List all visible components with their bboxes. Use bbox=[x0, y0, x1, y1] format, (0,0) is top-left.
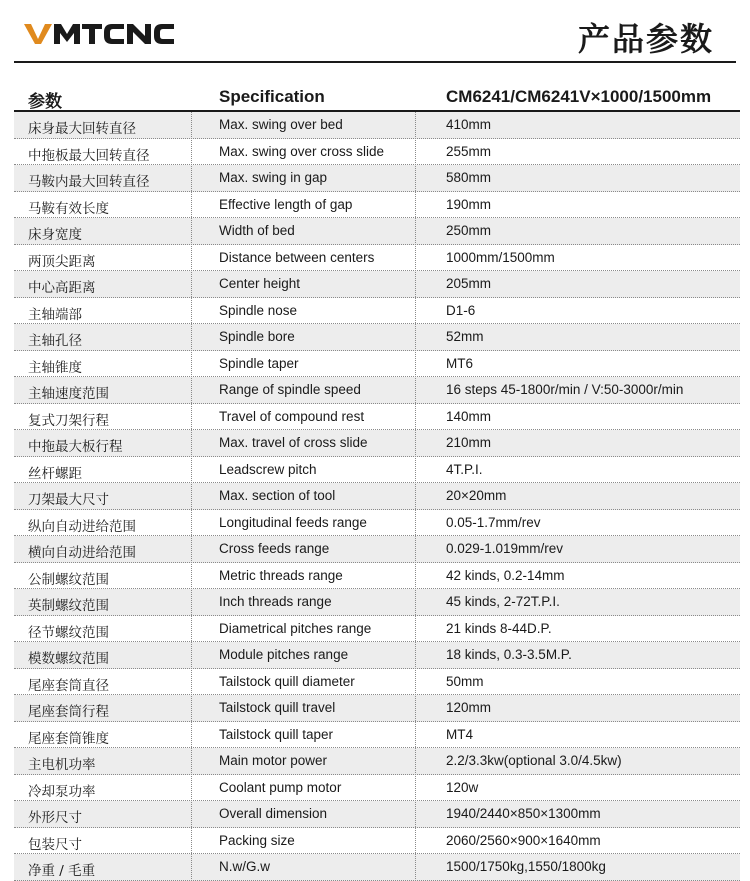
param-en: Width of bed bbox=[219, 223, 295, 238]
table-row bbox=[14, 139, 740, 166]
page-header bbox=[0, 0, 750, 64]
param-cn: 模数螺纹范围 bbox=[28, 651, 109, 667]
param-value: 120w bbox=[446, 779, 479, 795]
param-en: Module pitches range bbox=[219, 647, 349, 662]
param-en: Travel of compound rest bbox=[219, 408, 365, 424]
table-body bbox=[14, 112, 740, 881]
param-cn: 尾座套筒直径 bbox=[28, 677, 109, 694]
column-divider bbox=[415, 112, 416, 881]
param-cn: 尾座套筒锥度 bbox=[28, 730, 109, 747]
spec-table bbox=[14, 85, 740, 881]
param-value: 190mm bbox=[446, 196, 492, 212]
param-value: MT4 bbox=[446, 726, 473, 742]
table-row bbox=[14, 165, 740, 192]
param-value: 210mm bbox=[446, 435, 492, 450]
header-divider bbox=[14, 61, 736, 63]
table-row bbox=[14, 377, 740, 404]
param-en: Longitudinal feeds range bbox=[219, 514, 367, 530]
table-row bbox=[14, 775, 740, 802]
param-en: Max. swing over cross slide bbox=[219, 143, 385, 159]
param-cn: 马鞍有效长度 bbox=[28, 200, 109, 217]
param-en: Max. swing over bed bbox=[219, 117, 343, 132]
table-row bbox=[14, 854, 740, 881]
param-value: 18 kinds, 0.3-3.5M.P. bbox=[446, 647, 572, 662]
param-en: Spindle nose bbox=[219, 302, 298, 318]
param-en: Max. travel of cross slide bbox=[219, 435, 368, 450]
param-en: Metric threads range bbox=[219, 567, 343, 583]
param-cn: 主轴孔径 bbox=[28, 333, 82, 349]
table-row bbox=[14, 801, 740, 828]
param-en: Spindle bore bbox=[219, 329, 295, 344]
param-value: 580mm bbox=[446, 170, 492, 185]
param-value: 21 kinds 8-44D.P. bbox=[446, 620, 552, 636]
param-en: Tailstock quill diameter bbox=[219, 673, 355, 689]
table-row bbox=[14, 245, 740, 272]
table-row bbox=[14, 218, 740, 245]
param-cn: 英制螺纹范围 bbox=[28, 598, 109, 614]
param-value: 0.029-1.019mm/rev bbox=[446, 541, 564, 556]
param-en: Max. swing in gap bbox=[219, 170, 328, 185]
param-cn: 两顶尖距离 bbox=[28, 253, 96, 270]
param-value: 120mm bbox=[446, 700, 492, 715]
param-cn: 纵向自动进给范围 bbox=[28, 518, 136, 535]
table-row bbox=[14, 430, 740, 457]
table-row bbox=[14, 536, 740, 563]
param-cn: 马鞍内最大回转直径 bbox=[28, 174, 150, 190]
param-cn: 主电机功率 bbox=[28, 757, 96, 773]
table-row bbox=[14, 669, 740, 696]
param-en: Coolant pump motor bbox=[219, 779, 342, 795]
table-row bbox=[14, 722, 740, 749]
table-row bbox=[14, 298, 740, 325]
param-cn: 刀架最大尺寸 bbox=[28, 492, 109, 508]
param-value: 1500/1750kg,1550/1800kg bbox=[446, 859, 606, 874]
column-divider bbox=[191, 112, 192, 881]
param-cn: 净重 / 毛重 bbox=[28, 863, 96, 879]
table-row bbox=[14, 589, 740, 616]
param-en: Effective length of gap bbox=[219, 196, 353, 212]
param-cn: 中心高距离 bbox=[28, 280, 96, 296]
table-row bbox=[14, 828, 740, 855]
param-en: N.w/G.w bbox=[219, 859, 271, 874]
param-value: 52mm bbox=[446, 329, 484, 344]
param-cn: 冷却泵功率 bbox=[28, 783, 96, 800]
header-spec: Specification bbox=[219, 87, 325, 106]
param-value: 255mm bbox=[446, 143, 492, 159]
param-cn: 尾座套筒行程 bbox=[28, 704, 109, 720]
table-row bbox=[14, 457, 740, 484]
table-row bbox=[14, 271, 740, 298]
param-cn: 主轴速度范围 bbox=[28, 386, 109, 402]
param-value: 16 steps 45-1800r/min / V:50-3000r/min bbox=[446, 382, 684, 397]
param-value: 45 kinds, 2-72T.P.I. bbox=[446, 594, 560, 609]
param-value: 250mm bbox=[446, 223, 492, 238]
param-value: D1-6 bbox=[446, 302, 476, 318]
param-cn: 床身宽度 bbox=[28, 227, 82, 243]
param-value: 2.2/3.3kw(optional 3.0/4.5kw) bbox=[446, 753, 622, 768]
param-value: 1000mm/1500mm bbox=[446, 249, 555, 265]
table-row bbox=[14, 695, 740, 722]
table-row bbox=[14, 112, 740, 139]
param-en: Overall dimension bbox=[219, 806, 328, 821]
param-en: Inch threads range bbox=[219, 594, 332, 609]
param-cn: 复式刀架行程 bbox=[28, 412, 109, 429]
header-model: CM6241/CM6241V×1000/1500mm bbox=[446, 87, 712, 106]
param-value: 4T.P.I. bbox=[446, 461, 483, 477]
param-value: 42 kinds, 0.2-14mm bbox=[446, 567, 565, 583]
table-row bbox=[14, 404, 740, 431]
table-row bbox=[14, 748, 740, 775]
param-value: 140mm bbox=[446, 408, 492, 424]
param-value: MT6 bbox=[446, 355, 473, 371]
param-en: Tailstock quill taper bbox=[219, 726, 334, 742]
param-value: 410mm bbox=[446, 117, 492, 132]
param-en: Main motor power bbox=[219, 753, 328, 768]
param-en: Distance between centers bbox=[219, 249, 375, 265]
param-en: Leadscrew pitch bbox=[219, 461, 317, 477]
param-en: Center height bbox=[219, 276, 301, 291]
param-cn: 主轴锥度 bbox=[28, 359, 82, 376]
param-cn: 外形尺寸 bbox=[28, 810, 82, 826]
param-value: 50mm bbox=[446, 673, 484, 689]
param-value: 20×20mm bbox=[446, 488, 507, 503]
param-en: Tailstock quill travel bbox=[219, 700, 336, 715]
param-cn: 径节螺纹范围 bbox=[28, 624, 109, 641]
param-value: 1940/2440×850×1300mm bbox=[446, 806, 601, 821]
param-en: Diametrical pitches range bbox=[219, 620, 372, 636]
param-cn: 床身最大回转直径 bbox=[28, 121, 136, 137]
table-row bbox=[14, 192, 740, 219]
table-row bbox=[14, 324, 740, 351]
brand-logo-mark bbox=[24, 22, 186, 46]
param-en: Range of spindle speed bbox=[219, 382, 361, 397]
param-cn: 包装尺寸 bbox=[28, 836, 82, 853]
page-title: 产品参数 bbox=[577, 20, 714, 58]
param-en: Max. section of tool bbox=[219, 488, 336, 503]
param-cn: 横向自动进给范围 bbox=[28, 545, 136, 561]
table-row bbox=[14, 642, 740, 669]
table-row bbox=[14, 563, 740, 590]
param-value: 0.05-1.7mm/rev bbox=[446, 514, 541, 530]
table-row bbox=[14, 351, 740, 378]
param-en: Cross feeds range bbox=[219, 541, 330, 556]
table-row bbox=[14, 616, 740, 643]
param-cn: 中拖板最大回转直径 bbox=[28, 147, 150, 164]
param-en: Packing size bbox=[219, 832, 295, 848]
param-cn: 丝杆螺距 bbox=[28, 465, 82, 482]
table-row bbox=[14, 510, 740, 537]
table-header bbox=[14, 85, 740, 112]
param-cn: 中拖最大板行程 bbox=[28, 439, 123, 455]
table-row bbox=[14, 483, 740, 510]
header-param: 参数 bbox=[28, 92, 62, 112]
param-value: 2060/2560×900×1640mm bbox=[446, 832, 601, 848]
param-en: Spindle taper bbox=[219, 355, 299, 371]
param-value: 205mm bbox=[446, 276, 492, 291]
param-cn: 公制螺纹范围 bbox=[28, 571, 109, 588]
brand-logo bbox=[24, 22, 186, 56]
param-cn: 主轴端部 bbox=[28, 306, 82, 323]
